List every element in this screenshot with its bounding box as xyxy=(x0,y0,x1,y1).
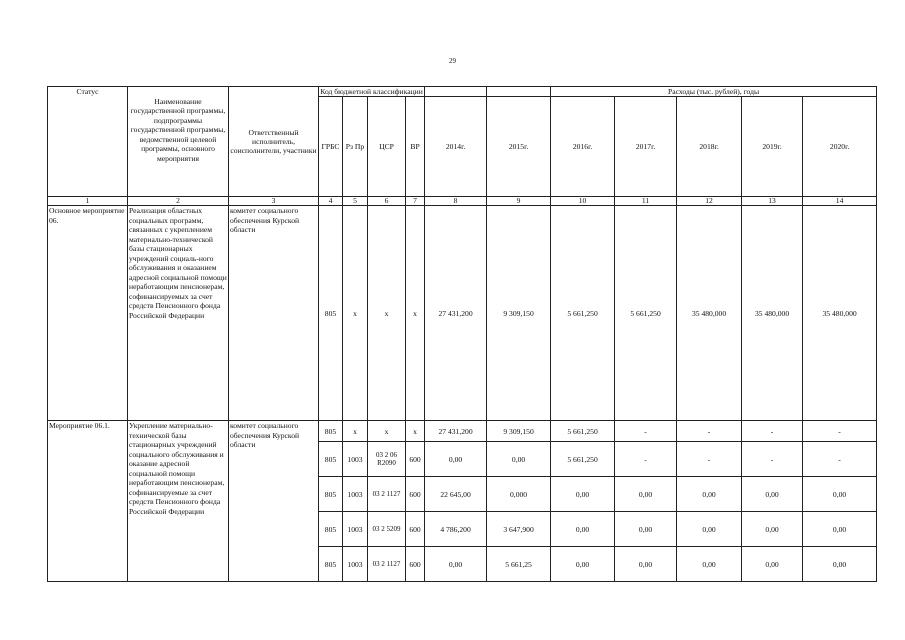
cell-value: 5 661,250 xyxy=(615,206,677,421)
row-executor: комитет социального обеспечения Курской области xyxy=(229,206,319,421)
table-row xyxy=(48,421,877,442)
cell-value: 27 431,200 xyxy=(425,421,487,442)
cell-value: 5 661,250 xyxy=(551,442,615,477)
budget-table xyxy=(47,86,877,582)
cell-value: 0,00 xyxy=(551,477,615,512)
cell-value: 0,00 xyxy=(615,512,677,547)
page-number: 29 xyxy=(449,57,456,65)
cell-value: - xyxy=(742,421,803,442)
cell-value: - xyxy=(803,421,877,442)
cell-value: 5 661,25 xyxy=(487,547,551,582)
column-number: 12 xyxy=(677,197,742,206)
row-name: Реализация областных социальных программ, связанных с укреплением материально-технической базы стационарных учреждений социаль-ного обслуживания и оказанием адресной социальной помощи неработающим пенсионерам, софинансируемых за счет средств Пенсионного фонда Российской Федерации xyxy=(128,206,229,421)
cell-grbs: 805 xyxy=(319,442,343,477)
header-name: Наименование государственной программы, подпрограммы государственной программы, ведомственной целевой программы, основного мероприятия xyxy=(128,87,229,197)
column-number: 3 xyxy=(229,197,319,206)
cell-value: 5 661,250 xyxy=(551,421,615,442)
cell-csr: x xyxy=(368,206,406,421)
cell-csr: 03 2 1127 xyxy=(368,477,406,512)
cell-value: - xyxy=(742,442,803,477)
cell-vr: 600 xyxy=(406,477,425,512)
cell-rzpr: x xyxy=(343,206,368,421)
column-number: 1 xyxy=(48,197,128,206)
column-number: 10 xyxy=(551,197,615,206)
cell-rzpr: 1003 xyxy=(343,512,368,547)
cell-grbs: 805 xyxy=(319,206,343,421)
cell-rzpr: 1003 xyxy=(343,477,368,512)
header-year: 2019г. xyxy=(742,97,803,197)
header-year: 2014г. xyxy=(425,97,487,197)
header-expenses: Расходы (тыс. рублей), годы xyxy=(551,87,877,97)
row-status: Мероприятие 06.1. xyxy=(48,421,128,582)
cell-value: 4 786,200 xyxy=(425,512,487,547)
cell-value: - xyxy=(615,421,677,442)
header-rzpr: Рз Пр xyxy=(343,97,368,197)
column-number: 4 xyxy=(319,197,343,206)
cell-value: 9 309,150 xyxy=(487,421,551,442)
header-vr: ВР xyxy=(406,97,425,197)
cell-csr: x xyxy=(368,421,406,442)
cell-value: 0,00 xyxy=(677,547,742,582)
header-year: 2016г. xyxy=(551,97,615,197)
header-grbs: ГРБС xyxy=(319,97,343,197)
cell-value: 3 647,900 xyxy=(487,512,551,547)
cell-grbs: 805 xyxy=(319,512,343,547)
cell-rzpr: 1003 xyxy=(343,442,368,477)
column-number-row xyxy=(48,197,877,206)
cell-grbs: 805 xyxy=(319,547,343,582)
cell-value: 0,00 xyxy=(551,547,615,582)
row-status: Основное мероприятие 06. xyxy=(48,206,128,421)
column-number: 6 xyxy=(368,197,406,206)
column-number: 7 xyxy=(406,197,425,206)
cell-rzpr: x xyxy=(343,421,368,442)
header-year: 2020г. xyxy=(803,97,877,197)
cell-value: 0,00 xyxy=(425,442,487,477)
header-year: 2018г. xyxy=(677,97,742,197)
cell-value: 0,00 xyxy=(615,547,677,582)
cell-value: - xyxy=(677,421,742,442)
cell-value: 0,00 xyxy=(677,477,742,512)
cell-csr: 03 2 06 R2090 xyxy=(368,442,406,477)
cell-value: - xyxy=(803,442,877,477)
row-name: Укрепление материально-технической базы стационарных учреждений социального обслуживания и оказание адресной социальной помощи неработающим пенсионерам, софинансируемые за счет средств Пенсионного фонда Российской Федерации xyxy=(128,421,229,582)
cell-value: 0,00 xyxy=(803,512,877,547)
header-row xyxy=(48,87,877,97)
header-csr: ЦСР xyxy=(368,97,406,197)
header-executor: Ответственный исполнитель, соисполнители, участники xyxy=(229,87,319,197)
cell-value: 0,00 xyxy=(615,477,677,512)
cell-value: 0,00 xyxy=(551,512,615,547)
cell-value: 27 431,200 xyxy=(425,206,487,421)
cell-vr: 600 xyxy=(406,512,425,547)
column-number: 2 xyxy=(128,197,229,206)
column-number: 8 xyxy=(425,197,487,206)
header-status: Статус xyxy=(48,87,128,197)
column-number: 11 xyxy=(615,197,677,206)
column-number: 13 xyxy=(742,197,803,206)
cell-value: - xyxy=(677,442,742,477)
cell-value: 0,00 xyxy=(803,477,877,512)
cell-csr: 03 2 1127 xyxy=(368,547,406,582)
column-number: 9 xyxy=(487,197,551,206)
cell-value: 35 480,000 xyxy=(803,206,877,421)
cell-value: 0,00 xyxy=(742,477,803,512)
cell-value: 0,00 xyxy=(742,512,803,547)
table-row xyxy=(48,206,877,421)
cell-vr: 600 xyxy=(406,442,425,477)
cell-rzpr: 1003 xyxy=(343,547,368,582)
cell-value: - xyxy=(615,442,677,477)
column-number: 5 xyxy=(343,197,368,206)
cell-vr: x xyxy=(406,206,425,421)
header-year: 2015г. xyxy=(487,97,551,197)
cell-csr: 03 2 5209 xyxy=(368,512,406,547)
header-budget-code: Код бюджетной классификации xyxy=(320,87,423,96)
cell-value: 0,00 xyxy=(677,512,742,547)
row-executor: комитет социального обеспечения Курской области xyxy=(229,421,319,582)
cell-value: 5 661,250 xyxy=(551,206,615,421)
cell-value: 0,00 xyxy=(487,442,551,477)
column-number: 14 xyxy=(803,197,877,206)
cell-value: 9 309,150 xyxy=(487,206,551,421)
cell-grbs: 805 xyxy=(319,477,343,512)
cell-value: 35 480,000 xyxy=(742,206,803,421)
cell-value: 0,00 xyxy=(803,547,877,582)
header-year: 2017г. xyxy=(615,97,677,197)
cell-value: 22 645,00 xyxy=(425,477,487,512)
cell-grbs: 805 xyxy=(319,421,343,442)
cell-value: 0,000 xyxy=(487,477,551,512)
cell-value: 0,00 xyxy=(425,547,487,582)
cell-value: 0,00 xyxy=(742,547,803,582)
cell-value: 35 480,000 xyxy=(677,206,742,421)
cell-vr: x xyxy=(406,421,425,442)
cell-vr: 600 xyxy=(406,547,425,582)
